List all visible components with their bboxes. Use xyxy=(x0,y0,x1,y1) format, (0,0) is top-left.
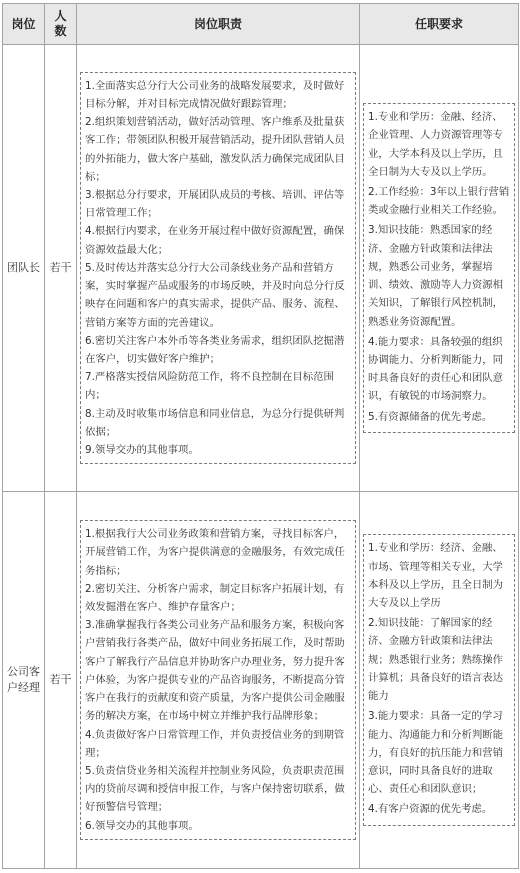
requirement-item: 5.有资源储备的优先考虑。 xyxy=(368,410,493,423)
table-row xyxy=(3,45,519,492)
duty-item: 1.根据我行大公司业务政策和营销方案，寻找目标客户，开展营销工作，为客户提供满意的金融服务，有效完成任务指标； xyxy=(85,528,345,577)
duty-item: 3.准确掌握我行各类公司业务产品和服务方案，积极向客户营销我行各类产品，做好中间业务拓展工作，及时帮助客户了解我行产品信息并协助客户办理业务，努力提升客户体验，为客户提供专业的产品咨询服务，不断提高分管客户在我行的贡献度和资产质量，为客户提供公司金融服务的解决方案，在市场中树立并维护我行品牌形象； xyxy=(85,619,345,723)
duty-item: 5.及时传达并落实总分行大公司条线业务产品和营销方案，实时掌握产品或服务的市场反映，并及时向总分行反映存在问题和客户的真实需求，提供产品、服务、流程、营销方案等方面的完善建议。 xyxy=(85,261,345,329)
requirement-item: 2.知识技能：了解国家的经济、金融方针政策和法律法规；熟悉银行业务；熟练操作计算机；具备良好的语言表达能力 xyxy=(368,617,504,703)
requirement-item: 3.知识技能：熟悉国家的经济、金融方针政策和法律法规，熟悉公司业务，掌握培训、绩效、激励等人力资源相关知识，了解银行风控机制，熟悉业务资源配置。 xyxy=(368,224,504,328)
header-requirements: 任职要求 xyxy=(360,4,519,45)
duty-item: 7.严格落实授信风险防范工作，将不良控制在目标范围内； xyxy=(85,371,334,402)
requirement-item: 4.能力要求：具备较强的组织协调能力、分析判断能力，同时具备良好的责任心和团队意识，有敏锐的市场洞察力。 xyxy=(368,335,504,403)
duty-item: 1.全面落实总分行大公司业务的战略发展要求，及时做好目标分解，并对目标完成情况做好跟踪管理； xyxy=(85,79,345,111)
duties-cell xyxy=(77,45,360,492)
duty-item: 3.根据总分行要求，开展团队成员的考核、培训、评估等日常管理工作； xyxy=(85,189,345,220)
requirement-item: 2.工作经验：3年以上银行营销类或金融行业相关工作经验。 xyxy=(368,186,510,217)
header-duties: 岗位职责 xyxy=(77,4,360,45)
requirements-cell xyxy=(360,492,519,869)
duties-list xyxy=(80,72,356,464)
requirement-item: 1.专业和学历：经济、金融、市场、管理等相关专业，大学本科及以上学历，且全日制为大专及以上学历 xyxy=(368,542,504,610)
requirements-list xyxy=(363,534,515,825)
duty-item: 5.负责信贷业务相关流程并控制业务风险，负责职责范围内的贷前尽调和授信申报工作，与客户保持密切联系，做好预警信号管理； xyxy=(85,764,345,814)
duty-item: 6.密切关注客户本外币等各类业务需求，组织团队挖掘潜在客户，切实做好客户维护； xyxy=(85,334,345,365)
headcount-cell: 若干 xyxy=(45,45,77,492)
duty-item: 9.领导交办的其他事项。 xyxy=(85,443,199,456)
position-cell: 公司客户经理 xyxy=(3,492,45,869)
position-cell: 团队长 xyxy=(3,45,45,492)
requirement-item: 1.专业和学历：金融、经济、企业管理、人力资源管理等专业，大学本科及以上学历，且全日制为大专及以上学历。 xyxy=(368,111,504,178)
duty-item: 2.组织策划营销活动，做好活动管理、客户维系及批量获客工作；带领团队积极开展营销活动，提升团队营销人员的外拓能力，做大客户基础，激发队活力确保完成团队目标； xyxy=(85,116,345,183)
table-row xyxy=(3,492,519,869)
duty-item: 8.主动及时收集市场信息和同业信息，为总分行提供研判依据； xyxy=(85,407,345,438)
requirements-cell xyxy=(360,45,519,492)
duties-list xyxy=(80,520,356,839)
requirements-list xyxy=(363,103,515,432)
job-table xyxy=(2,3,519,869)
header-row xyxy=(3,4,519,45)
duty-item: 4.负责做好客户日常管理工作，并负责授信业务的到期管理； xyxy=(85,728,345,759)
header-headcount: 人数 xyxy=(45,4,77,45)
duty-item: 4.根据行内要求，在业务开展过程中做好资源配置，确保资源效益最大化； xyxy=(85,225,345,256)
duty-item: 6.领导交办的其他事项。 xyxy=(85,819,199,832)
requirement-item: 3.能力要求：具备一定的学习能力、沟通能力和分析判断能力，有良好的抗压能力和营销意识，同时具备良好的进取心、责任心和团队意识； xyxy=(368,710,504,796)
duty-item: 2.密切关注、分析客户需求，制定目标客户拓展计划，有效发掘潜在客户、维护存量客户； xyxy=(85,582,345,614)
duties-cell xyxy=(77,492,360,869)
header-position: 岗位 xyxy=(3,4,45,45)
requirement-item: 4.有客户资源的优先考虑。 xyxy=(368,803,493,816)
headcount-cell: 若干 xyxy=(45,492,77,869)
